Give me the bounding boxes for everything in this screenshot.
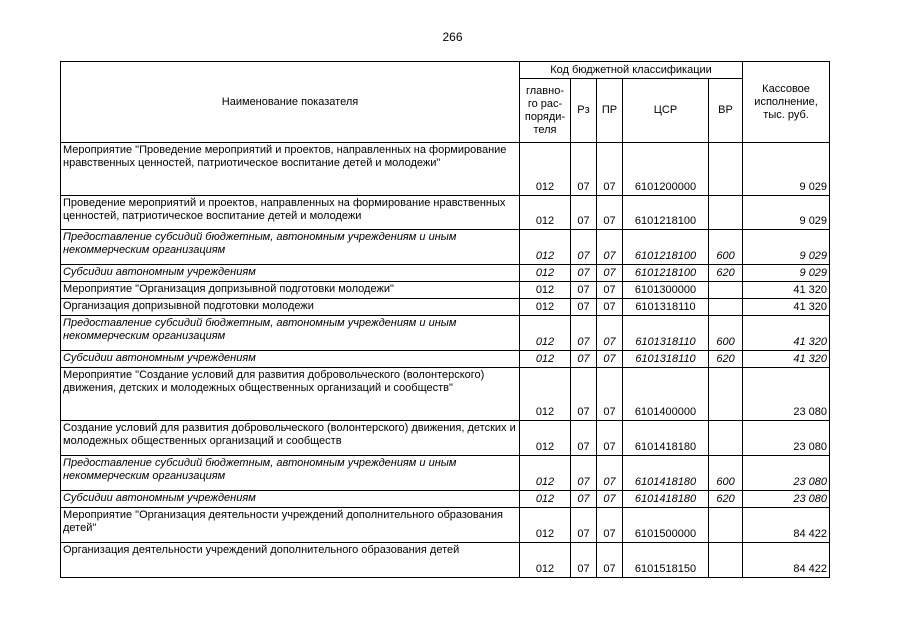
- row-chief-manager-cell: 012: [520, 143, 571, 196]
- row-target-article-cell: 6101200000: [623, 143, 709, 196]
- row-expense-type-cell: [709, 368, 743, 421]
- row-amount-cell: 84 422: [743, 508, 830, 543]
- row-target-article-cell: 6101318110: [623, 351, 709, 368]
- row-amount-cell: 41 320: [743, 316, 830, 351]
- header-budget-code: Код бюджетной классификации: [520, 62, 743, 79]
- table-row: [61, 421, 830, 456]
- page-number: 266: [442, 30, 463, 44]
- row-subsection-cell: 07: [597, 421, 623, 456]
- row-amount-cell: 23 080: [743, 421, 830, 456]
- row-section-cell: 07: [571, 543, 597, 578]
- row-name-cell: Организация допризывной подготовки молодежи: [61, 299, 520, 316]
- row-chief-manager-cell: 012: [520, 196, 571, 230]
- row-target-article-cell: 6101218100: [623, 196, 709, 230]
- row-expense-type-cell: [709, 196, 743, 230]
- row-name-cell: Мероприятие "Организация деятельности учреждений дополнительного образования детей": [61, 508, 520, 543]
- row-expense-type-cell: 600: [709, 316, 743, 351]
- table-row: [61, 456, 830, 491]
- table-row: [61, 143, 830, 196]
- row-chief-manager-cell: 012: [520, 456, 571, 491]
- row-chief-manager-cell: 012: [520, 299, 571, 316]
- row-name-cell: Мероприятие "Организация допризывной подготовки молодежи": [61, 282, 520, 299]
- row-name-cell: Субсидии автономным учреждениям: [61, 491, 520, 508]
- row-subsection-cell: 07: [597, 282, 623, 299]
- table-row: [61, 316, 830, 351]
- header-name: Наименование показателя: [61, 62, 520, 143]
- row-name-cell: Субсидии автономным учреждениям: [61, 351, 520, 368]
- row-target-article-cell: 6101518150: [623, 543, 709, 578]
- row-target-article-cell: 6101218100: [623, 265, 709, 282]
- row-section-cell: 07: [571, 143, 597, 196]
- row-subsection-cell: 07: [597, 351, 623, 368]
- table-row: [61, 299, 830, 316]
- row-amount-cell: 41 320: [743, 299, 830, 316]
- row-expense-type-cell: 620: [709, 265, 743, 282]
- row-section-cell: 07: [571, 351, 597, 368]
- row-amount-cell: 41 320: [743, 282, 830, 299]
- row-subsection-cell: 07: [597, 230, 623, 265]
- row-amount-cell: 23 080: [743, 491, 830, 508]
- header-target-article: ЦСР: [623, 79, 709, 143]
- row-target-article-cell: 6101400000: [623, 368, 709, 421]
- row-subsection-cell: 07: [597, 508, 623, 543]
- row-section-cell: 07: [571, 491, 597, 508]
- row-chief-manager-cell: 012: [520, 230, 571, 265]
- row-chief-manager-cell: 012: [520, 491, 571, 508]
- table-row: [61, 508, 830, 543]
- header-subsection: ПР: [597, 79, 623, 143]
- row-expense-type-cell: [709, 508, 743, 543]
- row-chief-manager-cell: 012: [520, 265, 571, 282]
- row-name-cell: Предоставление субсидий бюджетным, автономным учреждениям и иным некоммерческим организациям: [61, 230, 520, 265]
- row-chief-manager-cell: 012: [520, 282, 571, 299]
- row-target-article-cell: 6101418180: [623, 421, 709, 456]
- row-amount-cell: 9 029: [743, 265, 830, 282]
- row-chief-manager-cell: 012: [520, 316, 571, 351]
- row-subsection-cell: 07: [597, 491, 623, 508]
- row-name-cell: Проведение мероприятий и проектов, направленных на формирование нравственных ценностей, патриотическое воспитание детей и молодежи: [61, 196, 520, 230]
- table-row: [61, 265, 830, 282]
- table-row: [61, 196, 830, 230]
- row-expense-type-cell: [709, 282, 743, 299]
- table-row: [61, 368, 830, 421]
- table-row: [61, 230, 830, 265]
- budget-table: [60, 61, 830, 578]
- row-chief-manager-cell: 012: [520, 421, 571, 456]
- header-cash-execution: Кассовое исполнение, тыс. руб.: [743, 62, 830, 143]
- row-target-article-cell: 6101500000: [623, 508, 709, 543]
- row-section-cell: 07: [571, 421, 597, 456]
- row-target-article-cell: 6101218100: [623, 230, 709, 265]
- row-amount-cell: 9 029: [743, 196, 830, 230]
- header-chief-manager: главно-го рас-поряди-теля: [520, 79, 571, 143]
- row-section-cell: 07: [571, 299, 597, 316]
- table-row: [61, 351, 830, 368]
- row-amount-cell: 84 422: [743, 543, 830, 578]
- row-name-cell: Мероприятие "Создание условий для развития добровольческого (волонтерского) движения, детских и молодежных общественных организаций и сообществ": [61, 368, 520, 421]
- row-amount-cell: 41 320: [743, 351, 830, 368]
- row-subsection-cell: 07: [597, 143, 623, 196]
- row-target-article-cell: 6101418180: [623, 491, 709, 508]
- row-section-cell: 07: [571, 316, 597, 351]
- row-subsection-cell: 07: [597, 316, 623, 351]
- row-name-cell: Субсидии автономным учреждениям: [61, 265, 520, 282]
- row-expense-type-cell: 620: [709, 351, 743, 368]
- row-expense-type-cell: [709, 143, 743, 196]
- row-expense-type-cell: 600: [709, 456, 743, 491]
- row-name-cell: Создание условий для развития добровольческого (волонтерского) движения, детских и молодежных общественных организаций и сообществ: [61, 421, 520, 456]
- row-expense-type-cell: [709, 543, 743, 578]
- row-section-cell: 07: [571, 196, 597, 230]
- row-name-cell: Организация деятельности учреждений дополнительного образования детей: [61, 543, 520, 578]
- row-chief-manager-cell: 012: [520, 351, 571, 368]
- row-section-cell: 07: [571, 282, 597, 299]
- table-row: [61, 491, 830, 508]
- row-name-cell: Предоставление субсидий бюджетным, автономным учреждениям и иным некоммерческим организациям: [61, 316, 520, 351]
- row-amount-cell: 9 029: [743, 230, 830, 265]
- row-chief-manager-cell: 012: [520, 508, 571, 543]
- row-section-cell: 07: [571, 368, 597, 421]
- row-target-article-cell: 6101300000: [623, 282, 709, 299]
- header-expense-type: ВР: [709, 79, 743, 143]
- row-section-cell: 07: [571, 508, 597, 543]
- row-chief-manager-cell: 012: [520, 543, 571, 578]
- row-expense-type-cell: [709, 299, 743, 316]
- row-subsection-cell: 07: [597, 368, 623, 421]
- row-expense-type-cell: 620: [709, 491, 743, 508]
- row-subsection-cell: 07: [597, 265, 623, 282]
- row-target-article-cell: 6101418180: [623, 456, 709, 491]
- header-section: Рз: [571, 79, 597, 143]
- row-section-cell: 07: [571, 456, 597, 491]
- row-subsection-cell: 07: [597, 456, 623, 491]
- row-target-article-cell: 6101318110: [623, 316, 709, 351]
- row-subsection-cell: 07: [597, 543, 623, 578]
- row-amount-cell: 23 080: [743, 368, 830, 421]
- table-row: [61, 282, 830, 299]
- row-section-cell: 07: [571, 230, 597, 265]
- row-subsection-cell: 07: [597, 299, 623, 316]
- row-amount-cell: 23 080: [743, 456, 830, 491]
- row-expense-type-cell: 600: [709, 230, 743, 265]
- row-chief-manager-cell: 012: [520, 368, 571, 421]
- row-name-cell: Предоставление субсидий бюджетным, автономным учреждениям и иным некоммерческим организациям: [61, 456, 520, 491]
- table-body: [61, 143, 830, 578]
- table-row: [61, 543, 830, 578]
- row-amount-cell: 9 029: [743, 143, 830, 196]
- row-section-cell: 07: [571, 265, 597, 282]
- row-expense-type-cell: [709, 421, 743, 456]
- row-target-article-cell: 6101318110: [623, 299, 709, 316]
- row-name-cell: Мероприятие "Проведение мероприятий и проектов, направленных на формирование нравственных ценностей, патриотическое воспитание детей и молодежи": [61, 143, 520, 196]
- row-subsection-cell: 07: [597, 196, 623, 230]
